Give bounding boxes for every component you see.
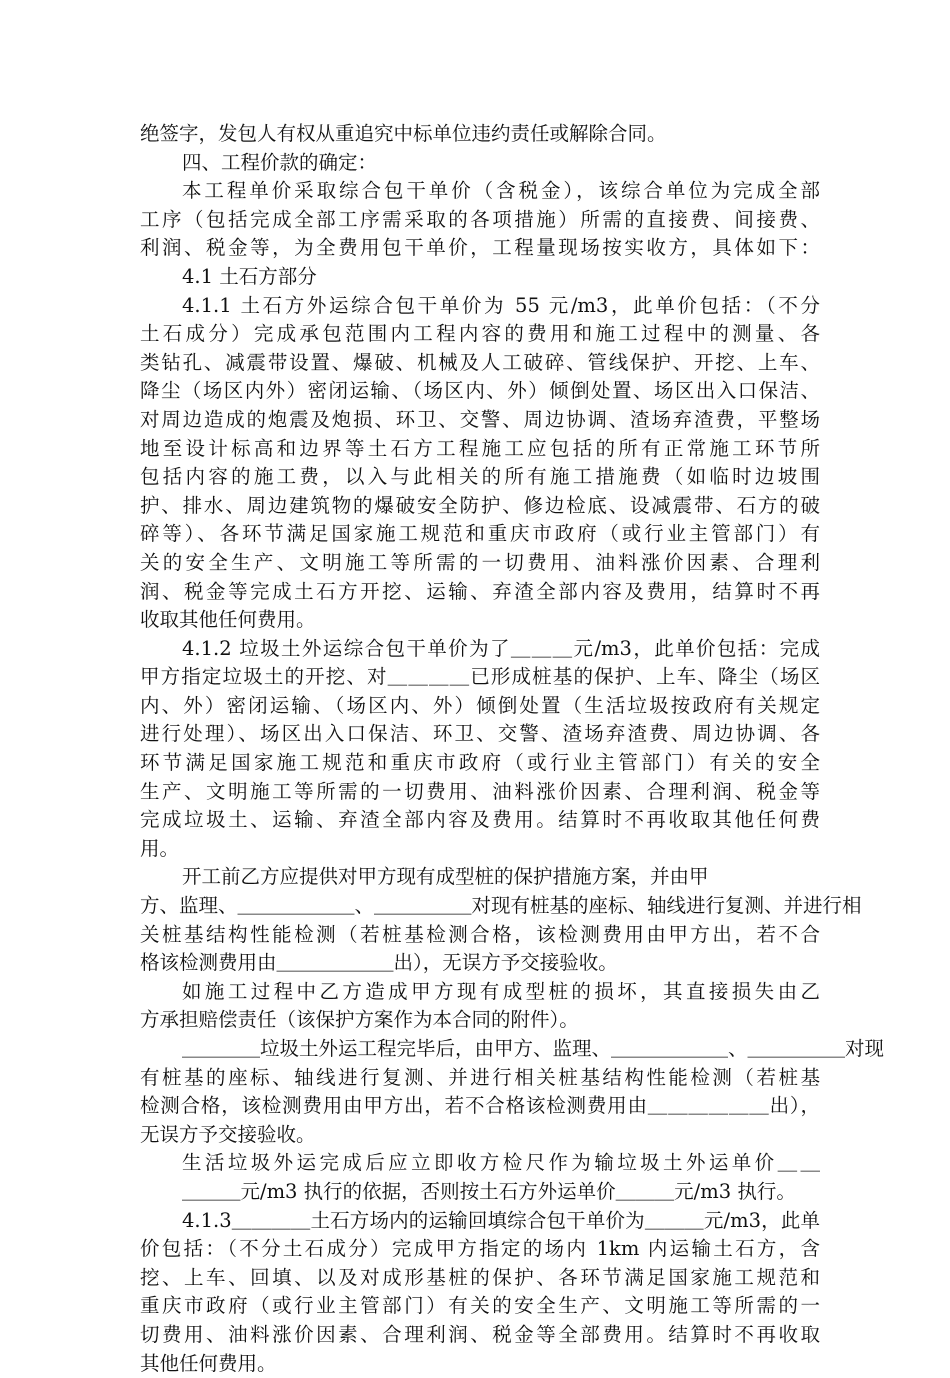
- text-line: 4.1 土石方部分: [182, 264, 317, 288]
- text-line: 生活垃圾外运完成后应立即收方检尺作为输垃圾土外运单价＿＿: [182, 1151, 820, 1175]
- text-line: 格该检测费用由＿＿＿＿＿＿出），无误方予交接验收。: [140, 951, 618, 975]
- text-line: ＿＿＿＿垃圾土外运工程完毕后，由甲方、监理、＿＿＿＿＿＿、＿＿＿＿＿对现: [182, 1037, 885, 1060]
- text-line: 利润、税金等，为全费用包干单价，工程量现场按实收方，具体如下：: [140, 236, 820, 260]
- paragraph-4-1-2: [140, 635, 820, 864]
- text-line: 对周边造成的炮震及炮损、环卫、交警、周边协调、渣场弃渣费，平整场: [140, 407, 820, 431]
- section-heading-pricing: [140, 149, 820, 178]
- paragraph-4-1-1: [140, 292, 820, 635]
- text-line: 土石成分）完成承包范围内工程内容的费用和施工过程中的测量、各: [140, 322, 820, 346]
- text-line: 切费用、油料涨价因素、合理利润、税金等全部费用。结算时不再收取: [140, 1322, 820, 1346]
- text-line: 检测合格，该检测费用由甲方出，若不合格该检测费用由＿＿＿＿＿＿出），: [140, 1094, 820, 1118]
- text-line: 降尘（场区内外）密闭运输、（场区内、外）倾倒处置、场区出入口保洁、: [140, 379, 820, 403]
- text-line: 四、工程价款的确定：: [182, 150, 378, 174]
- text-line: 关的安全生产、文明施工等所需的一切费用、油料涨价因素、合理利: [140, 550, 820, 574]
- paragraph-4-1-3: [140, 1207, 820, 1378]
- text-line: 进行处理）、场区出入口保洁、环卫、交警、渣场弃渣费、周边协调、各: [140, 722, 820, 746]
- text-line: 挖、上车、回填、以及对成形基桩的保护、各环节满足国家施工规范和: [140, 1265, 820, 1289]
- text-line: 完成垃圾土、运输、弃渣全部内容及费用。结算时不再收取其他任何费: [140, 808, 820, 832]
- text-line: 重庆市政府（或行业主管部门）有关的安全生产、文明施工等所需的一: [140, 1294, 820, 1318]
- text-line: 用。: [140, 836, 180, 860]
- paragraph-completion-inspection: [140, 1035, 885, 1149]
- text-line: 如施工过程中乙方造成甲方现有成型桩的损坏，其直接损失由乙: [182, 979, 820, 1003]
- text-line: 开工前乙方应提供对甲方现有成型桩的保护措施方案，并由甲: [182, 865, 709, 889]
- subsection-heading-earthwork: [140, 263, 820, 292]
- text-line: 生产、文明施工等所需的一切费用、油料涨价因素、合理利润、税金等: [140, 779, 820, 803]
- text-line: 关桩基结构性能检测（若桩基检测合格，该检测费用由甲方出，若不合: [140, 922, 820, 946]
- paragraph-contract-termination: [140, 120, 820, 149]
- document-page: [140, 120, 885, 1378]
- text-line: 包括内容的施工费，以入与此相关的所有施工措施费（如临时边坡围: [140, 465, 820, 489]
- text-line: 类钻孔、减震带设置、爆破、机械及人工破碎、管线保护、开挖、上车、: [140, 350, 820, 374]
- text-line: 地至设计标高和边界等土石方工程施工应包括的所有正常施工环节所: [140, 436, 820, 460]
- text-line: 绝签字，发包人有权从重追究中标单位违约责任或解除合同。: [140, 122, 667, 145]
- paragraph-pile-protection-plan: [140, 863, 862, 977]
- paragraph-pricing-intro: [140, 177, 820, 263]
- text-line: 本工程单价采取综合包干单价（含税金），该综合单位为完成全部: [182, 179, 820, 203]
- paragraph-garbage-measurement: [140, 1149, 820, 1206]
- text-line: 甲方指定垃圾土的开挖、对＿＿＿＿已形成桩基的保护、上车、降尘（场区: [140, 665, 820, 689]
- text-line: 环节满足国家施工规范和重庆市政府（或行业主管部门）有关的安全: [140, 751, 820, 775]
- text-line: 方、监理、＿＿＿＿＿＿、＿＿＿＿＿对现有桩基的座标、轴线进行复测、并进行相: [140, 894, 862, 918]
- text-line: 收取其他任何费用。: [140, 608, 316, 632]
- paragraph-pile-damage-liability: [140, 978, 820, 1035]
- text-line: 其他任何费用。: [140, 1351, 277, 1375]
- text-line: 4.1.2 垃圾土外运综合包干单价为了＿＿＿元/m3，此单价包括：完成: [182, 636, 820, 660]
- text-line: 价包括：（不分土石成分）完成甲方指定的场内 1km 内运输土石方，含: [140, 1237, 820, 1261]
- text-line: 润、税金等完成土石方开挖、运输、弃渣全部内容及费用，结算时不再: [140, 579, 820, 603]
- text-line: ＿＿＿元/m3 执行的依据，否则按土石方外运单价＿＿＿元/m3 执行。: [182, 1179, 796, 1203]
- text-line: 有桩基的座标、轴线进行复测、并进行相关桩基结构性能检测（若桩基: [140, 1065, 820, 1089]
- text-line: 方承担赔偿责任（该保护方案作为本合同的附件）。: [140, 1008, 579, 1032]
- text-line: 护、排水、周边建筑物的爆破安全防护、修边检底、设减震带、石方的破: [140, 493, 820, 517]
- text-line: 无误方予交接验收。: [140, 1122, 316, 1146]
- text-line: 工序（包括完成全部工序需采取的各项措施）所需的直接费、间接费、: [140, 207, 820, 231]
- text-line: 碎等）、各环节满足国家施工规范和重庆市政府（或行业主管部门）有: [140, 522, 820, 546]
- text-line: 4.1.1 土石方外运综合包干单价为 55 元/m3，此单价包括：（不分: [182, 293, 820, 317]
- text-line: 4.1.3＿＿＿＿土石方场内的运输回填综合包干单价为＿＿＿元/m3，此单: [182, 1208, 820, 1232]
- text-line: 内、外）密闭运输、（场区内、外）倾倒处置（生活垃圾按政府有关规定: [140, 693, 820, 717]
